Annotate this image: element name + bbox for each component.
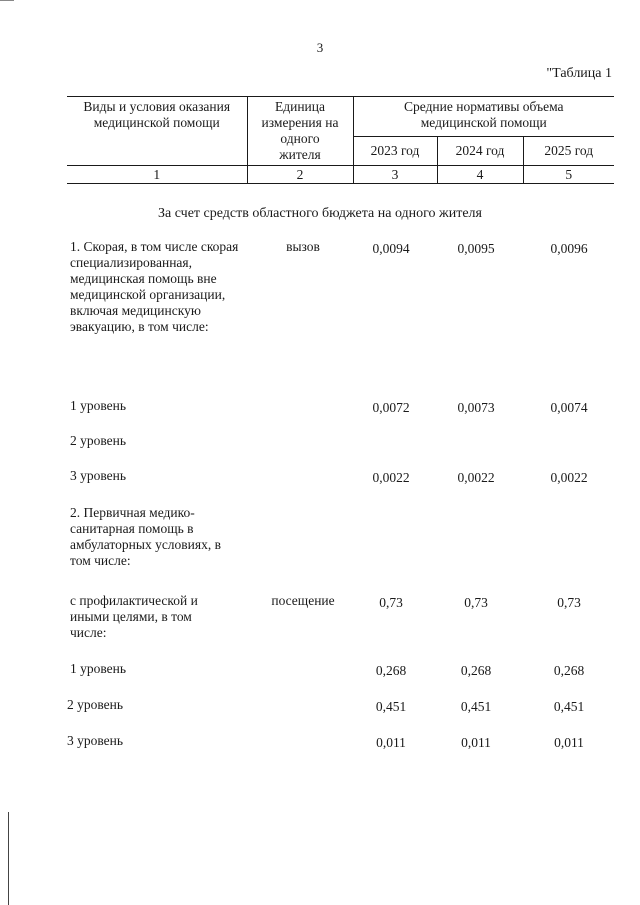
table-label: "Таблица 1 bbox=[546, 66, 612, 81]
header-table bbox=[67, 96, 614, 184]
row-value-2023: 0,0022 bbox=[372, 470, 410, 485]
header-group: Средние нормативы объема медицинской помощи bbox=[353, 97, 614, 137]
col-number-4: 4 bbox=[437, 166, 523, 184]
row-label: 1. Скорая, в том числе скорая специализированная, медицинская помощь вне медицинской организации, включая медицинскую эвакуацию, в том числе: bbox=[70, 239, 239, 334]
row-value-2023: 0,268 bbox=[375, 663, 407, 678]
row-unit: вызов bbox=[286, 239, 320, 254]
row-value-2023: 0,0094 bbox=[372, 241, 410, 256]
row-value-2024: 0,268 bbox=[460, 663, 492, 678]
col-number-5: 5 bbox=[523, 166, 614, 184]
header-col2: Единица измерения на одного жителя bbox=[247, 97, 353, 166]
row-label: 2 уровень bbox=[67, 697, 124, 712]
header-col1: Виды и условия оказания медицинской помощи bbox=[67, 97, 247, 166]
row-value-2024: 0,011 bbox=[461, 735, 491, 750]
row-label: 2. Первичная медико-санитарная помощь в амбулаторных условиях, в том числе: bbox=[70, 505, 221, 568]
row-label: 1 уровень bbox=[70, 661, 127, 676]
row-value-2024: 0,451 bbox=[460, 699, 492, 714]
row-value-2023: 0,011 bbox=[376, 735, 406, 750]
row-label: с профилактической и иными целями, в том числе: bbox=[70, 593, 198, 640]
row-value-2025: 0,268 bbox=[553, 663, 585, 678]
row-label: 3 уровень bbox=[70, 468, 127, 483]
row-value-2024: 0,0073 bbox=[457, 400, 495, 415]
row-value-2025: 0,73 bbox=[557, 595, 581, 610]
row-value-2025: 0,0096 bbox=[550, 241, 588, 256]
header-year-2024: 2024 год bbox=[437, 136, 523, 165]
row-label: 2 уровень bbox=[70, 433, 127, 448]
row-value-2024: 0,0022 bbox=[457, 470, 495, 485]
page-number: 3 bbox=[316, 40, 324, 55]
col-number-1: 1 bbox=[67, 166, 247, 184]
row-value-2024: 0,73 bbox=[464, 595, 488, 610]
col-number-3: 3 bbox=[353, 166, 437, 184]
row-value-2025: 0,0022 bbox=[550, 470, 588, 485]
col-number-2: 2 bbox=[247, 166, 353, 184]
row-value-2025: 0,0074 bbox=[550, 400, 588, 415]
header-year-2023: 2023 год bbox=[353, 136, 437, 165]
scan-edge-line bbox=[8, 812, 9, 905]
row-value-2023: 0,0072 bbox=[372, 400, 410, 415]
header-year-2025: 2025 год bbox=[523, 136, 614, 165]
row-value-2023: 0,73 bbox=[379, 595, 403, 610]
row-label: 1 уровень bbox=[70, 398, 127, 413]
row-value-2023: 0,451 bbox=[375, 699, 407, 714]
row-unit: посещение bbox=[271, 593, 335, 608]
scan-mark bbox=[0, 0, 14, 1]
row-value-2025: 0,451 bbox=[553, 699, 585, 714]
row-value-2024: 0,0095 bbox=[457, 241, 495, 256]
row-value-2025: 0,011 bbox=[554, 735, 584, 750]
section-title: За счет средств областного бюджета на одного жителя bbox=[158, 206, 482, 221]
row-label: 3 уровень bbox=[67, 733, 124, 748]
